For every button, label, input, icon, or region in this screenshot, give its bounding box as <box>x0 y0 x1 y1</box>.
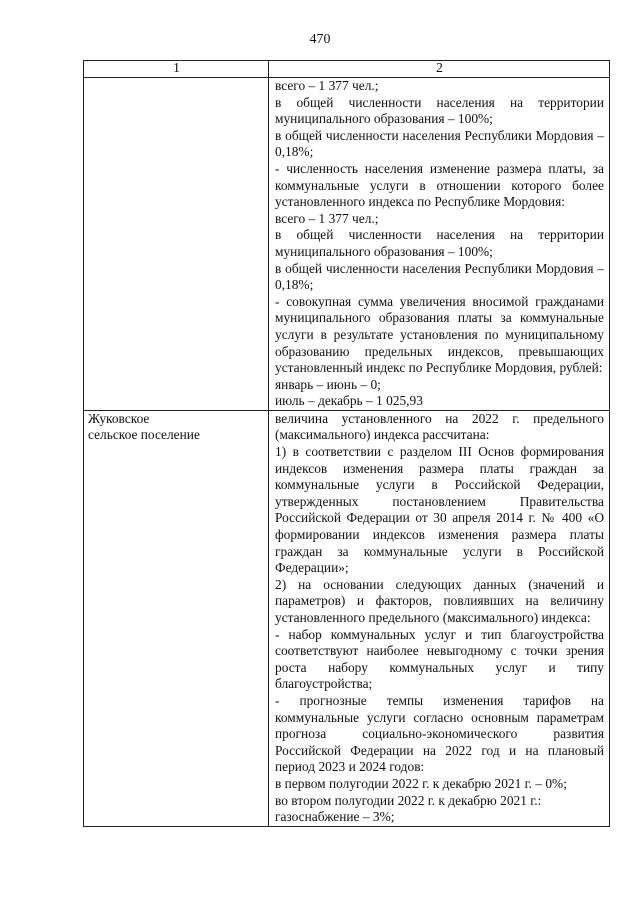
text-line: всего – 1 377 чел.; <box>275 78 379 93</box>
text-line: всего – 1 377 чел.; <box>275 210 379 226</box>
municipality-name-cell <box>84 410 269 826</box>
description-cell <box>269 410 610 826</box>
text-line: в общей численности населения Республики Мордовия – 0,18%; <box>275 260 604 293</box>
text-line: январь – июнь – 0; <box>275 376 381 392</box>
text-line: - прогнозные темпы изменения тарифов на коммунальные услуги согласно основным параметрам прогноза социально-экономического развития Российской Федерации на 2022 год и на плановый период 2023 и 2024 годов: <box>275 692 604 775</box>
column-header-1: 1 <box>84 61 269 78</box>
municipality-name-line: Жуковское <box>88 410 150 426</box>
text-line: во втором полугодии 2022 г. к декабрю 2021 г.: <box>275 792 542 808</box>
text-line: - набор коммунальных услуг и тип благоустройства соответствуют наиболее невыгодному с точки зрения роста набору коммунальных услуг и типу благоустройства; <box>275 626 604 692</box>
municipality-name-cell <box>84 78 269 411</box>
description-cell <box>269 78 610 411</box>
text-line: в общей численности населения на территории муниципального образования – 100%; <box>275 227 604 259</box>
text-line: - совокупная сумма увеличения вносимой гражданами муниципального образования платы за коммунальные услуги в результате установления по муниципальному образованию предельных индексов, превышающих установленный индекс по Республике Мордовия, рублей: <box>275 293 604 376</box>
text-line: 2) на основании следующих данных (значений и параметров) и факторов, повлиявших на величину установленного предельного (максимального) индекса: <box>275 576 604 625</box>
text-line: - численность населения изменение размера платы, за коммунальные услуги в отношении которого более установленного индекса по Республике Мордовия: <box>275 160 604 210</box>
text-line: величина установленного на 2022 г. предельного (максимального) индекса рассчитана: <box>275 410 604 443</box>
text-line: в первом полугодии 2022 г. к декабрю 2021 г. – 0%; <box>275 775 567 791</box>
municipality-name-line: сельское поселение <box>88 427 200 443</box>
table-row <box>84 410 610 826</box>
text-line: газоснабжение – 3%; <box>275 809 395 825</box>
table-row <box>84 78 610 411</box>
column-header-2: 2 <box>269 61 610 78</box>
data-table <box>83 60 610 827</box>
text-line: 1) в соответствии с разделом III Основ формирования индексов изменения размера платы граждан за коммунальные услуги в Российской Федерации, утвержденных постановлением Правительства Российской Федерации от 30 апреля 2014 г. № 400 «О формировании индексов изменения размера платы граждан за коммунальные услуги в Российской Федерации»; <box>275 444 604 576</box>
text-line: в общей численности населения на территории муниципального образования – 100%; <box>275 94 604 127</box>
text-line: в общей численности населения Республики Мордовия – 0,18%; <box>275 127 604 160</box>
text-line: июль – декабрь – 1 025,93 <box>275 393 423 409</box>
page-number: 470 <box>309 32 331 47</box>
table-header-row <box>84 61 610 78</box>
